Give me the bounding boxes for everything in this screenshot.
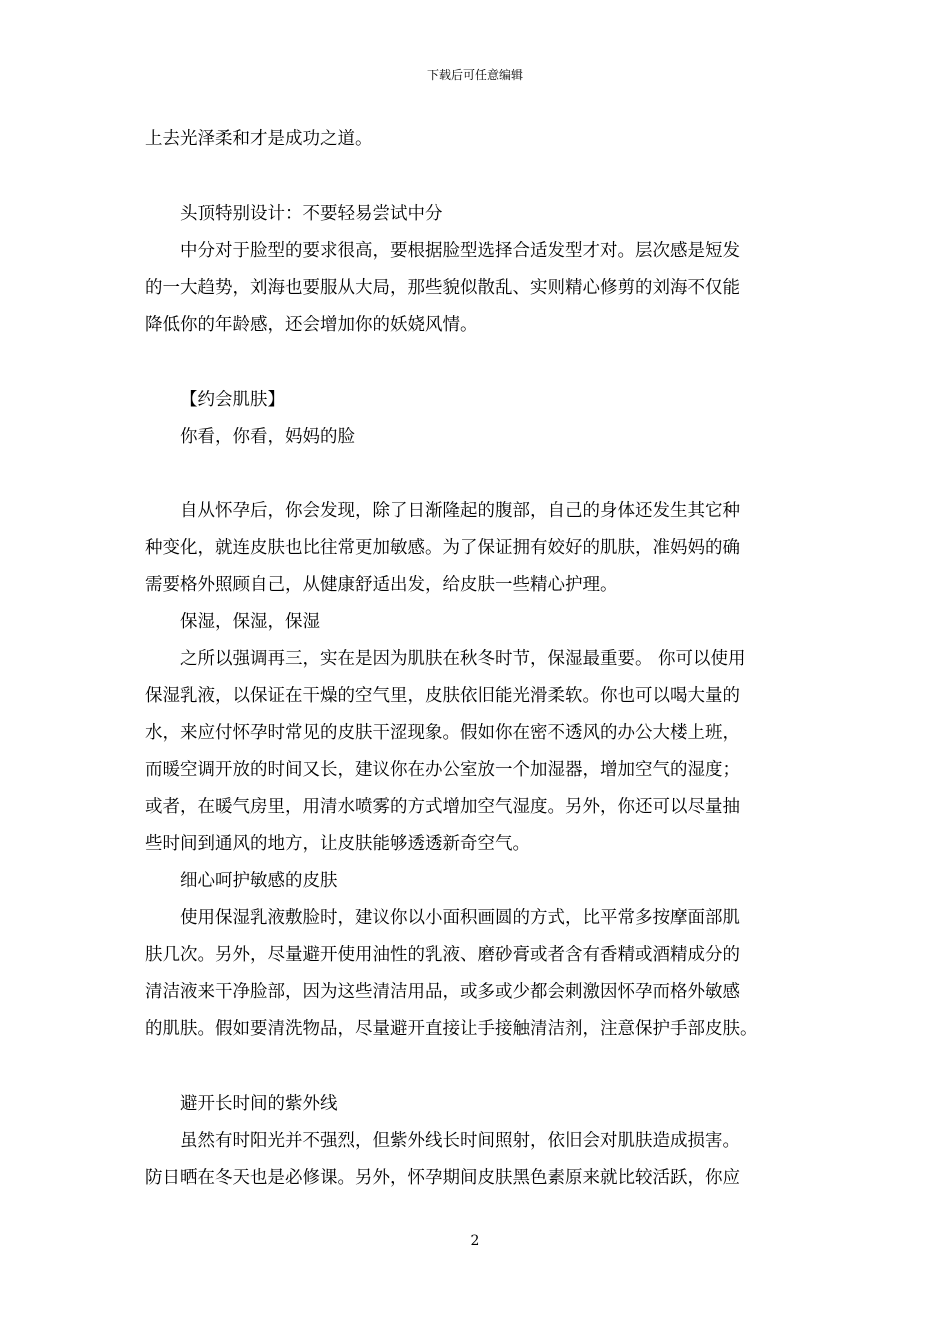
text-line: 保湿乳液，以保证在干燥的空气里，皮肤依旧能光滑柔软。你也可以喝大量的 xyxy=(145,686,740,706)
text-line: 种变化，就连皮肤也比往常更加敏感。为了保证拥有姣好的肌肤，准妈妈的确 xyxy=(145,538,740,558)
text-line: 之所以强调再三，实在是因为肌肤在秋冬时节，保湿最重要。 你可以使用 xyxy=(180,649,746,669)
text-line: 些时间到通风的地方，让皮肤能够透透新奇空气。 xyxy=(145,834,530,854)
text-line: 的一大趋势，刘海也要服从大局，那些貌似散乱、实则精心修剪的刘海不仅能 xyxy=(145,278,740,298)
text-line: 清洁液来干净脸部，因为这些清洁用品，或多或少都会刺激因怀孕而格外敏感 xyxy=(145,982,740,1002)
section-heading: 避开长时间的紫外线 xyxy=(180,1094,338,1114)
text-line: 降低你的年龄感，还会增加你的妖娆风情。 xyxy=(145,315,478,335)
text-line: 防日晒在冬天也是必修课。另外，怀孕期间皮肤黑色素原来就比较活跃，你应 xyxy=(145,1168,740,1188)
text-line: 上去光泽柔和才是成功之道。 xyxy=(145,129,373,149)
section-heading: 你看，你看，妈妈的脸 xyxy=(180,427,355,447)
section-heading: 头顶特别设计：不要轻易尝试中分 xyxy=(180,204,443,224)
text-line: 需要格外照顾自己，从健康舒适出发，给皮肤一些精心护理。 xyxy=(145,575,618,595)
page-number: 2 xyxy=(470,1233,480,1249)
section-heading: 细心呵护敏感的皮肤 xyxy=(180,871,338,891)
text-line: 中分对于脸型的要求很高，要根据脸型选择合适发型才对。层次感是短发 xyxy=(180,241,740,261)
text-line: 自从怀孕后，你会发现，除了日渐隆起的腹部，自己的身体还发生其它种 xyxy=(180,501,740,521)
section-heading: 【约会肌肤】 xyxy=(180,390,285,410)
text-line: 肤几次。另外，尽量避开使用油性的乳液、磨砂膏或者含有香精或酒精成分的 xyxy=(145,945,740,965)
section-heading: 保湿，保湿，保湿 xyxy=(180,612,320,632)
text-line: 或者，在暖气房里，用清水喷雾的方式增加空气湿度。另外，你还可以尽量抽 xyxy=(145,797,740,817)
text-line: 虽然有时阳光并不强烈，但紫外线长时间照射，依旧会对肌肤造成损害。 xyxy=(180,1131,740,1151)
text-line: 水，来应付怀孕时常见的皮肤干涩现象。假如你在密不透风的办公大楼上班， xyxy=(145,723,740,743)
text-line: 使用保湿乳液敷脸时，建议你以小面积画圆的方式，比平常多按摩面部肌 xyxy=(180,908,740,928)
text-line: 的肌肤。假如要清洗物品，尽量避开直接让手接触清洁剂，注意保护手部皮肤。 xyxy=(145,1019,758,1039)
text-line: 而暖空调开放的时间又长，建议你在办公室放一个加湿器，增加空气的湿度； xyxy=(145,760,740,780)
page-header: 下载后可任意编辑 xyxy=(426,68,523,82)
